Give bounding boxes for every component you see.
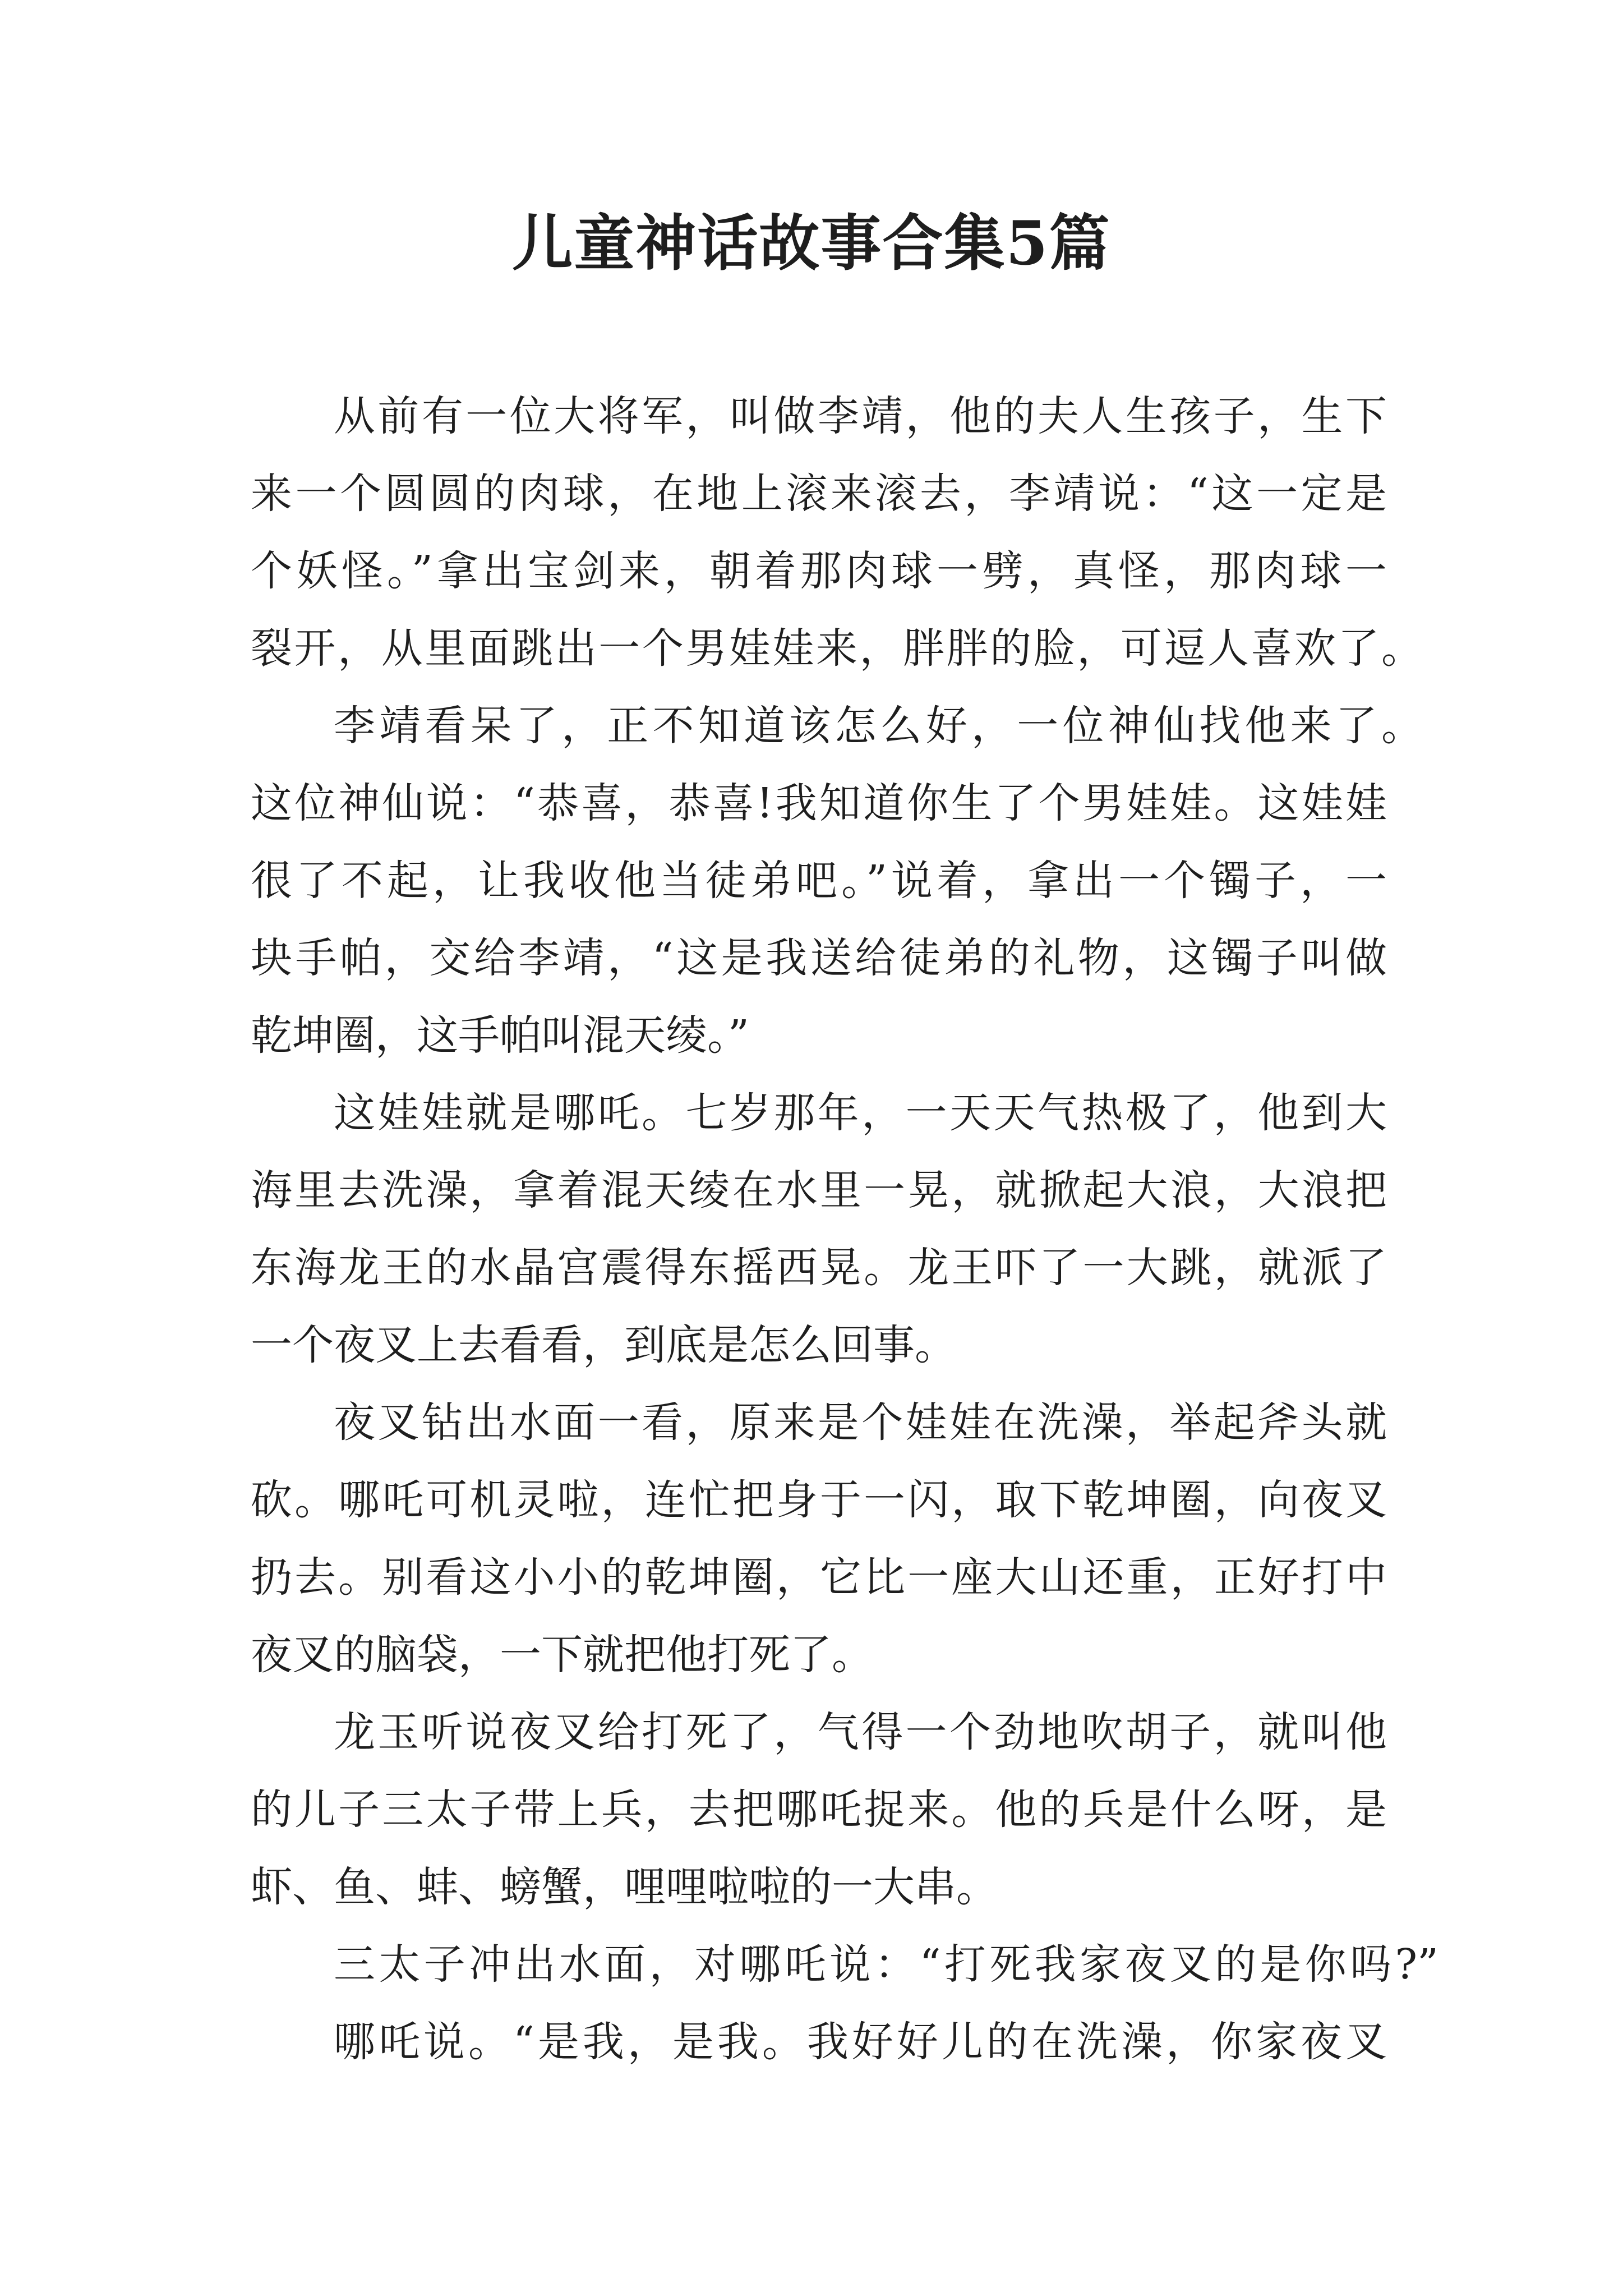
- text-line: 来一个圆圆的肉球，在地上滚来滚去，李靖说：“这一定是: [251, 470, 1387, 518]
- text-line: 砍。哪吒可机灵啦，连忙把身于一闪，取下乾坤圈，向夜叉: [251, 1476, 1387, 1524]
- text-line: 这位神仙说：“恭喜，恭喜!我知道你生了个男娃娃。这娃娃: [251, 779, 1387, 827]
- paragraph: [251, 2003, 1440, 2081]
- text-line: 李靖看呆了，正不知道该怎么好，一位神仙找他来了。: [334, 702, 1423, 750]
- paragraph: [251, 1074, 1440, 1384]
- text-line: 虾、鱼、蚌、螃蟹，哩哩啦啦的一大串。: [251, 1863, 998, 1911]
- text-line: 扔去。别看这小小的乾坤圈，它比一座大山还重，正好打中: [251, 1553, 1387, 1602]
- text-line: 块手帕，交给李靖，“这是我送给徒弟的礼物，这镯子叫做: [251, 934, 1387, 982]
- document-body: [251, 378, 1440, 2081]
- text-line: 东海龙王的水晶宫震得东摇西晃。龙王吓了一大跳，就派了: [251, 1244, 1387, 1292]
- paragraph: [251, 1694, 1440, 1926]
- paragraph: [251, 687, 1440, 1074]
- text-line: 哪吒说。“是我，是我。我好好儿的在洗澡，你家夜叉: [334, 2018, 1387, 2066]
- text-line: 裂开，从里面跳出一个男娃娃来，胖胖的脸，可逗人喜欢了。: [251, 624, 1423, 673]
- text-line: 从前有一位大将军，叫做李靖，他的夫人生孩子，生下: [334, 392, 1387, 440]
- text-line: 一个夜叉上去看看，到底是怎么回事。: [251, 1321, 956, 1369]
- text-line: 三太子冲出水面，对哪吒说：“打死我家夜叉的是你吗?”: [334, 1940, 1438, 1989]
- text-line: 的儿子三太子带上兵，去把哪吒捉来。他的兵是什么呀，是: [251, 1786, 1387, 1834]
- text-line: 夜叉钻出水面一看，原来是个娃娃在洗澡，举起斧头就: [334, 1398, 1387, 1447]
- text-line: 个妖怪。”拿出宝剑来，朝着那肉球一劈，真怪，那肉球一: [251, 547, 1387, 595]
- text-line: 很了不起，让我收他当徒弟吧。”说着，拿出一个镯子，一: [251, 857, 1387, 905]
- text-line: 夜叉的脑袋，一下就把他打死了。: [251, 1631, 873, 1679]
- text-line: 这娃娃就是哪吒。七岁那年，一天天气热极了，他到大: [334, 1089, 1387, 1137]
- paragraph: [251, 1384, 1440, 1694]
- text-line: 龙玉听说夜叉给打死了，气得一个劲地吹胡子，就叫他: [334, 1708, 1387, 1756]
- paragraph: [251, 1926, 1440, 2003]
- text-line: 海里去洗澡，拿着混天绫在水里一晃，就掀起大浪，大浪把: [251, 1166, 1387, 1214]
- page-title: 儿童神话故事合集5篇: [512, 208, 1111, 279]
- text-line: 乾坤圈，这手帕叫混天绫。”: [251, 1011, 749, 1060]
- paragraph: [251, 378, 1440, 687]
